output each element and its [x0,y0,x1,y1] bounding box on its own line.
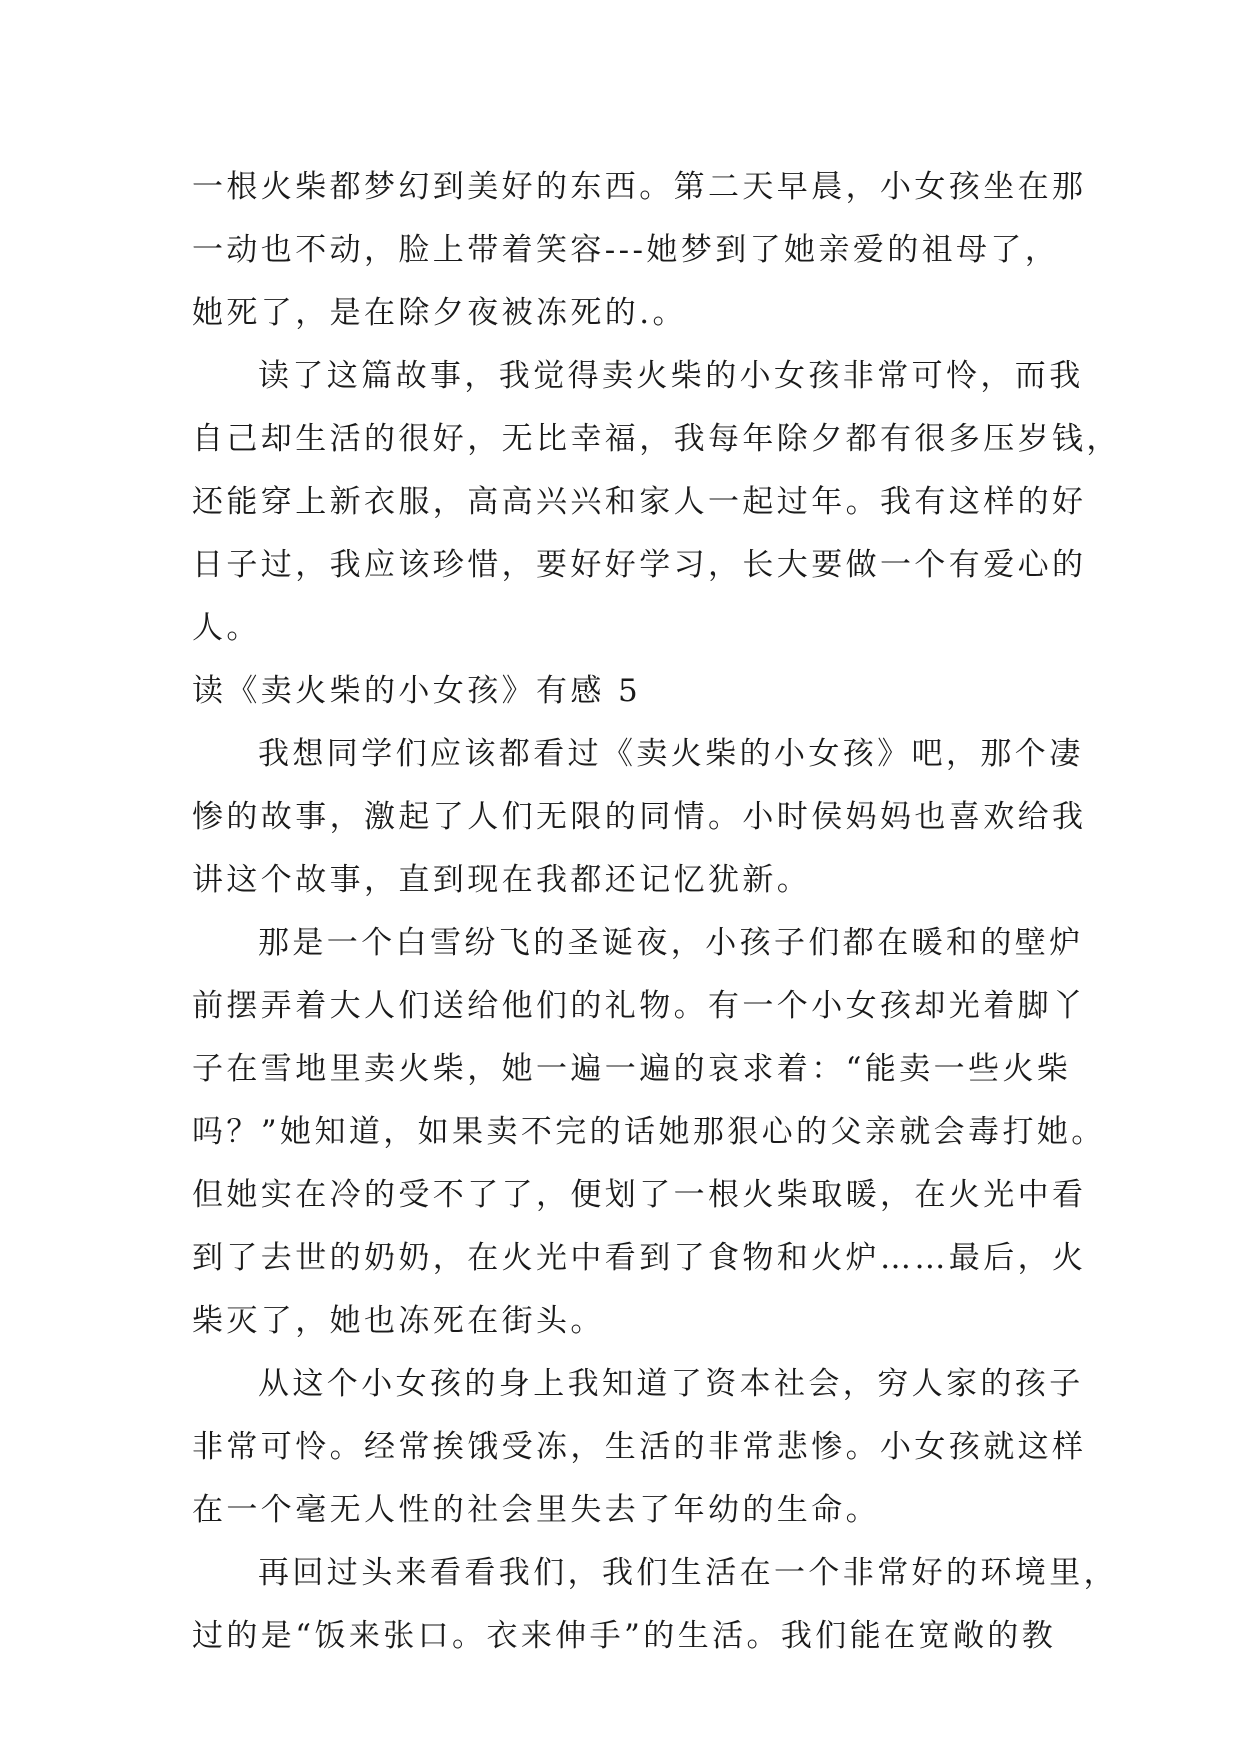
text-line: 她死了，是在除夕夜被冻死的.。 [192,295,687,331]
text-line: 一动也不动，脸上带着笑容---她梦到了她亲爱的祖母了， [192,232,1060,268]
text-line: 人。 [192,610,261,646]
text-line: 但她实在冷的受不了了，便划了一根火柴取暖，在火光中看 [192,1177,1087,1213]
text-line: 子在雪地里卖火柴，她一遍一遍的哀求着：“能卖一些火柴 [192,1051,1072,1087]
text-line: 过的是“饭来张口。衣来伸手”的生活。我们能在宽敞的教 [192,1618,1057,1654]
text-line: 到了去世的奶奶，在火光中看到了食物和火炉……最后，火 [192,1240,1087,1276]
text-line: 还能穿上新衣服，高高兴兴和家人一起过年。我有这样的好 [192,484,1087,520]
body-text [192,156,1121,1668]
text-line: 自己却生活的很好，无比幸福，我每年除夕都有很多压岁钱， [192,421,1121,457]
paragraph-start-line: 从这个小女孩的身上我知道了资本社会，穷人家的孩子 [258,1366,1084,1402]
paragraph-start-line: 读了这篇故事，我觉得卖火柴的小女孩非常可怜，而我 [258,358,1084,394]
paragraph-start-line: 我想同学们应该都看过《卖火柴的小女孩》吧，那个凄 [258,736,1084,772]
text-line: 前摆弄着大人们送给他们的礼物。有一个小女孩却光着脚丫 [192,988,1087,1024]
section-heading: 读《卖火柴的小女孩》有感 5 [192,673,642,709]
text-line: 在一个毫无人性的社会里失去了年幼的生命。 [192,1492,880,1528]
text-line: 讲这个故事，直到现在我都还记忆犹新。 [192,862,812,898]
text-line: 一根火柴都梦幻到美好的东西。第二天早晨，小女孩坐在那 [192,169,1087,205]
text-line: 惨的故事，激起了人们无限的同情。小时侯妈妈也喜欢给我 [192,799,1087,835]
text-line: 非常可怜。经常挨饿受冻，生活的非常悲惨。小女孩就这样 [192,1429,1087,1465]
text-line: 日子过，我应该珍惜，要好好学习，长大要做一个有爱心的 [192,547,1087,583]
text-line: 吗？”她知道，如果卖不完的话她那狠心的父亲就会毒打她。 [192,1114,1106,1150]
paragraph-start-line: 再回过头来看看我们，我们生活在一个非常好的环境里， [258,1555,1118,1591]
text-line: 柴灭了，她也冻死在街头。 [192,1303,605,1339]
paragraph-start-line: 那是一个白雪纷飞的圣诞夜，小孩子们都在暖和的壁炉 [258,925,1084,961]
